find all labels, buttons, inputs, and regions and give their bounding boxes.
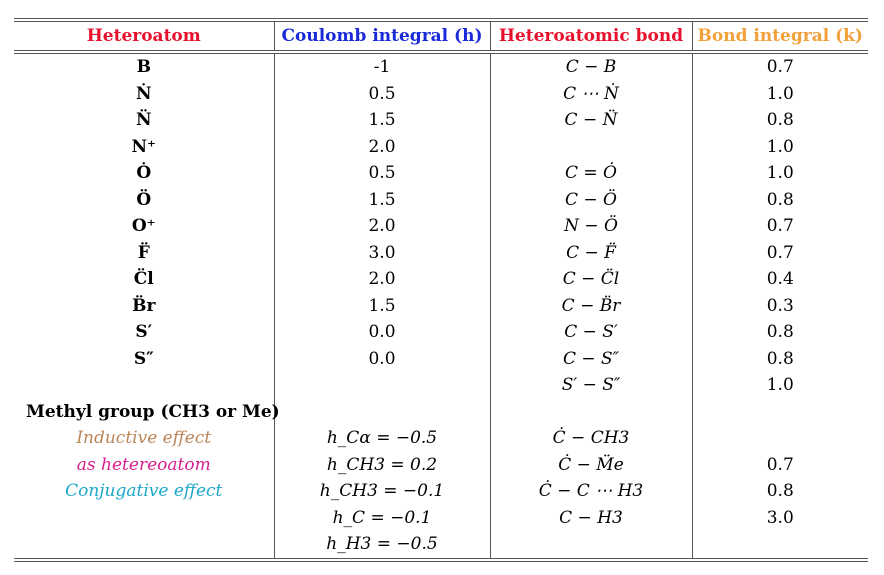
table-row: [14, 107, 868, 134]
methyl-row: [14, 505, 868, 532]
atom-cell: B: [136, 57, 151, 78]
bond-cell: C − B: [490, 54, 692, 81]
atom-cell: Ȯ: [136, 163, 152, 184]
table-row: [14, 293, 868, 320]
coulomb-cell: 1.5: [274, 293, 490, 320]
k-cell: 0.8: [692, 346, 868, 373]
atom-cell: O⁺: [131, 216, 156, 237]
table-row: [14, 160, 868, 187]
table-row: [14, 346, 868, 373]
bond-cell: C − B̈r: [490, 293, 692, 320]
atom-cell: Ö: [136, 189, 152, 210]
bottom-rule-2: [14, 561, 868, 562]
coulomb-cell: 2.0: [274, 266, 490, 293]
integral-table: [14, 22, 868, 50]
coulomb-cell: 0.0: [274, 346, 490, 373]
header-bond-integral: Bond integral (k): [692, 22, 868, 50]
k-cell: 0.3: [692, 293, 868, 320]
atom-cell: S″: [133, 348, 154, 369]
coulomb-cell: [274, 399, 490, 426]
table-row: [14, 319, 868, 346]
bond-cell: N − Ö: [490, 213, 692, 240]
bottom-rule: [14, 558, 868, 559]
coulomb-cell: 3.0: [274, 240, 490, 267]
table-row: [14, 372, 868, 399]
atom-cell: F̈: [137, 242, 150, 263]
atom-cell: [14, 531, 274, 558]
k-cell: 1.0: [692, 372, 868, 399]
coulomb-cell: h_H3 = −0.5: [274, 531, 490, 558]
k-cell: [692, 399, 868, 426]
table-row: [14, 213, 868, 240]
bond-cell: C = Ȯ: [490, 160, 692, 187]
bond-cell: C − N̈: [490, 107, 692, 134]
table-row: [14, 240, 868, 267]
k-cell: [692, 531, 868, 558]
coulomb-cell: h_C = −0.1: [274, 505, 490, 532]
k-cell: 0.8: [692, 319, 868, 346]
coulomb-cell: 1.5: [274, 187, 490, 214]
integral-table-container: [14, 18, 868, 562]
methyl-row: [14, 531, 868, 558]
bond-cell: [490, 399, 692, 426]
atom-cell: N̈: [135, 110, 152, 131]
coulomb-cell: h_Cα = −0.5: [274, 425, 490, 452]
bond-cell: C − Ö: [490, 187, 692, 214]
coulomb-cell: 2.0: [274, 134, 490, 161]
table-row: [14, 54, 868, 81]
atom-cell: S′: [135, 322, 153, 343]
bond-cell: [490, 531, 692, 558]
as-heteroatom-label: as hetereoatom: [76, 454, 211, 475]
k-cell: 0.8: [692, 107, 868, 134]
bond-cell: C ⋯ Ṅ: [490, 81, 692, 108]
coulomb-cell: [274, 372, 490, 399]
coulomb-cell: h_CH3 = −0.1: [274, 478, 490, 505]
header-heteroatom: Heteroatom: [86, 26, 201, 46]
conjugative-effect-label: Conjugative effect: [65, 481, 223, 502]
k-cell: [692, 425, 868, 452]
k-cell: 1.0: [692, 160, 868, 187]
atom-cell: B̈r: [132, 295, 156, 316]
bond-cell: [490, 134, 692, 161]
k-cell: 3.0: [692, 505, 868, 532]
atom-cell: [14, 505, 274, 532]
atom-cell: Ṅ: [135, 83, 152, 104]
bond-cell: Ċ − C ⋯ H3: [490, 478, 692, 505]
bond-cell: Ċ − CH3: [490, 425, 692, 452]
k-cell: 0.7: [692, 213, 868, 240]
coulomb-cell: h_CH3 = 0.2: [274, 452, 490, 479]
bond-cell: C − F̈: [490, 240, 692, 267]
bond-cell: C − C̈l: [490, 266, 692, 293]
coulomb-cell: 0.0: [274, 319, 490, 346]
integral-body: [14, 54, 868, 558]
bond-cell: C − S′: [490, 319, 692, 346]
methyl-row: [14, 478, 868, 505]
table-row: [14, 266, 868, 293]
atom-cell: N⁺: [131, 136, 156, 157]
k-cell: 0.7: [692, 240, 868, 267]
bond-cell: C − H3: [490, 505, 692, 532]
bond-cell: S′ − S″: [490, 372, 692, 399]
header-rule: [14, 50, 868, 51]
k-cell: 0.8: [692, 187, 868, 214]
bond-cell: Ċ − M̈e: [490, 452, 692, 479]
coulomb-cell: 0.5: [274, 81, 490, 108]
header-coulomb-integral: Coulomb integral (h): [274, 22, 490, 50]
k-cell: 0.7: [692, 452, 868, 479]
table-row: [14, 134, 868, 161]
table-row: [14, 81, 868, 108]
k-cell: 1.0: [692, 134, 868, 161]
top-rule: [14, 18, 868, 19]
coulomb-cell: 2.0: [274, 213, 490, 240]
header-row: [14, 22, 868, 50]
methyl-title-row: [14, 399, 868, 426]
methyl-group-title: Methyl group (CH3 or Me): [26, 401, 280, 422]
k-cell: 1.0: [692, 81, 868, 108]
k-cell: 0.8: [692, 478, 868, 505]
atom-cell: [14, 372, 274, 399]
methyl-row: [14, 452, 868, 479]
coulomb-cell: 0.5: [274, 160, 490, 187]
header-heteroatomic-bond: Heteroatomic bond: [490, 22, 692, 50]
k-cell: 0.7: [692, 54, 868, 81]
methyl-row: [14, 425, 868, 452]
coulomb-cell: -1: [274, 54, 490, 81]
coulomb-cell: 1.5: [274, 107, 490, 134]
bond-cell: C − S″: [490, 346, 692, 373]
atom-cell: C̈l: [133, 269, 154, 290]
table-row: [14, 187, 868, 214]
inductive-effect-label: Inductive effect: [76, 428, 212, 449]
k-cell: 0.4: [692, 266, 868, 293]
